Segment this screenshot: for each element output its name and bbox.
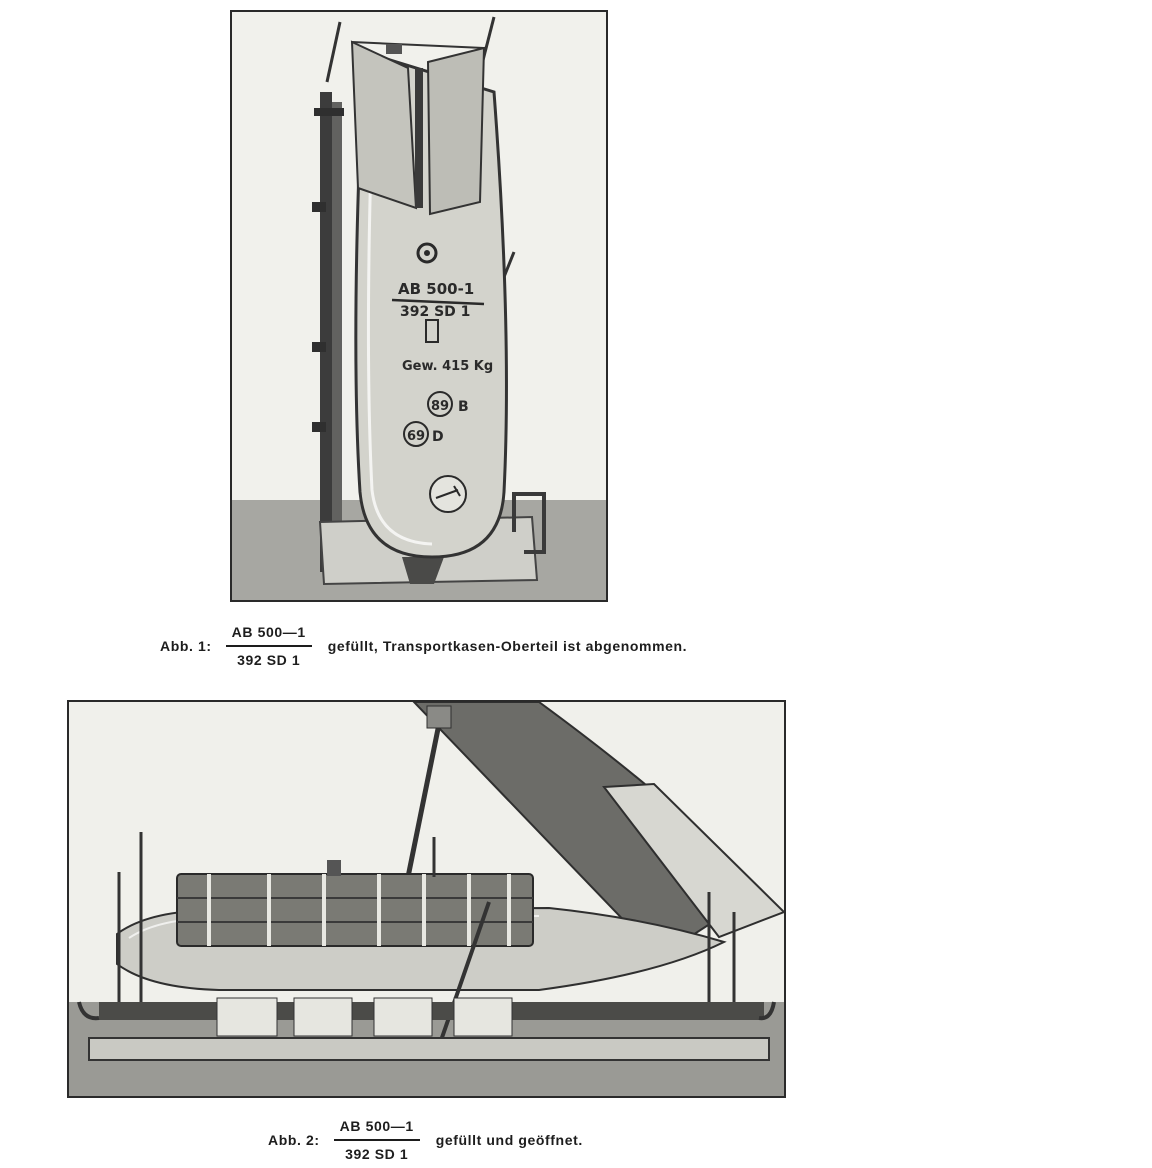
figure-1-text: gefüllt, Transportkasen-Oberteil ist abgenommen. — [327, 638, 688, 654]
figure-2-fraction — [334, 1118, 420, 1162]
bomb-marking-line2: 392 SD 1 — [400, 304, 471, 320]
bomb-upright-illustration — [232, 12, 606, 600]
figure-2-fraction-top: AB 500—1 — [334, 1118, 420, 1141]
figure-2-fraction-bottom: 392 SD 1 — [345, 1146, 409, 1162]
figure-2-text: gefüllt und geöffnet. — [435, 1132, 583, 1148]
bomb-opened-illustration — [69, 702, 784, 1096]
figure-1-caption — [160, 624, 687, 668]
bomb-stamp-2-letter: D — [432, 429, 444, 445]
figure-1-label: Abb. 1: — [160, 638, 212, 654]
bomb-stamp-1-letter: B — [458, 399, 469, 415]
figure-1-fraction — [226, 624, 312, 668]
bomb-marking-line1: AB 500-1 — [398, 280, 475, 298]
figure-1-fraction-top: AB 500—1 — [226, 624, 312, 647]
figure-2-photo — [67, 700, 786, 1098]
figure-1-photo — [230, 10, 608, 602]
figure-1-fraction-bottom: 392 SD 1 — [237, 652, 301, 668]
bomb-stamp-1-number: 89 — [431, 399, 450, 414]
figure-2-label: Abb. 2: — [268, 1132, 320, 1148]
bomb-stamp-2-number: 69 — [407, 429, 426, 444]
figure-2-caption — [268, 1118, 583, 1162]
bomb-marking-weight: Gew. 415 Kg — [402, 359, 494, 374]
